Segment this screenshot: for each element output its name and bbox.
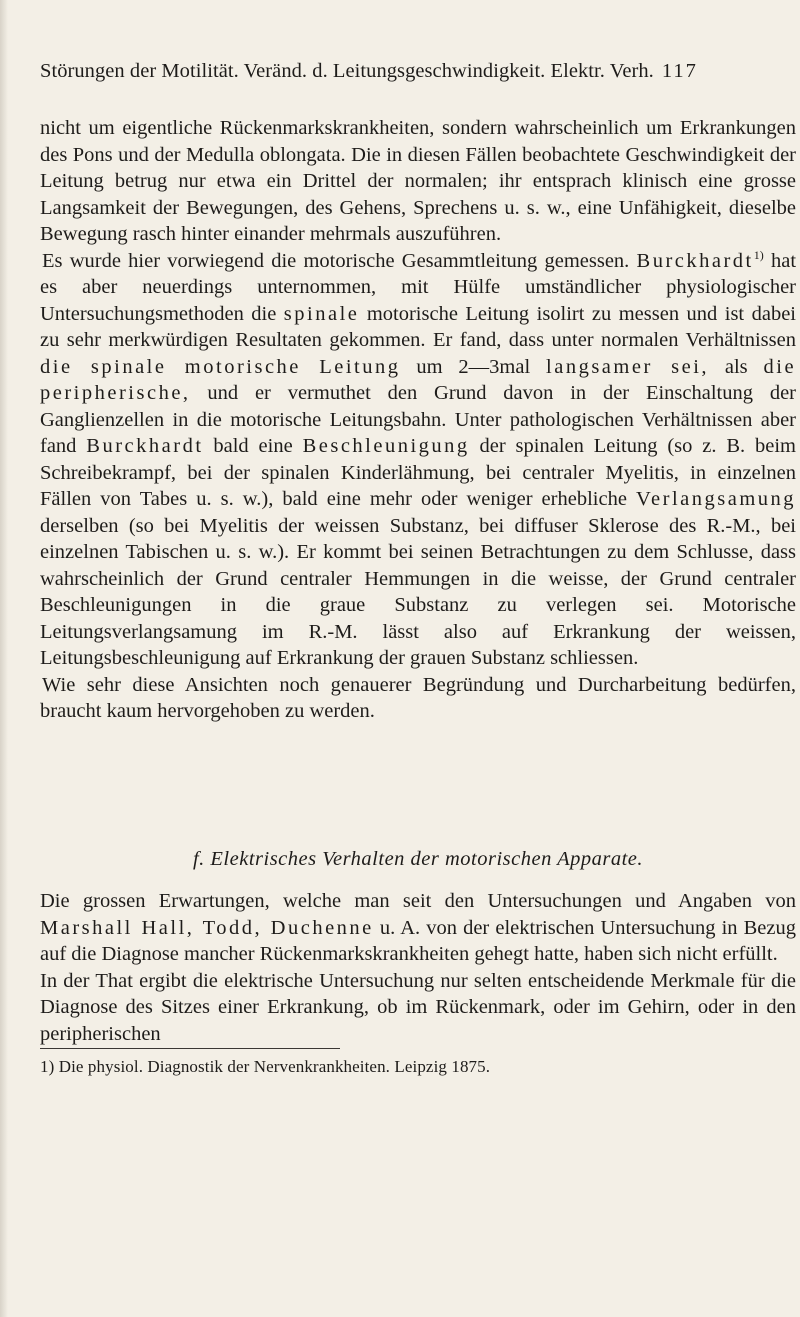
p2-s2: hat es aber neuerdings unternommen, mit Hülfe umständlicher physiologischer Untersuchungsmethoden die bbox=[40, 249, 797, 325]
emphasis-langsamer: langsamer sei, bbox=[546, 355, 710, 378]
p2-s3: motorische Leitung isolirt zu messen und ist dabei zu sehr merkwürdigen Resultaten gekommen. Er fand, dass unter normalen Verhältnissen bbox=[40, 302, 796, 351]
emphasis-beschleunigung: Beschleunigung bbox=[302, 435, 470, 457]
authors-hall-todd-duchenne: Marshall Hall, Todd, Duchenne bbox=[40, 916, 374, 939]
emphasis-spinale-leitung: die spinale motorische Leitung bbox=[40, 355, 401, 378]
paragraph-5 bbox=[40, 968, 796, 1048]
running-title: Störungen der Motilität. Veränd. d. Leitungsgeschwindigkeit. Elektr. Verh. bbox=[40, 60, 654, 82]
running-header bbox=[40, 60, 792, 83]
paragraph-1-text: nicht um eigentliche Rückenmarkskrankheiten, sondern wahrscheinlich um Erkrankungen des Pons und der Medulla oblongata. Die in diesen Fällen beobachtete Geschwindigkeit der Leitung betrug nur etwa ein Drittel der normalen; ihr entsprach klinisch eine grosse Langsamkeit der Bewegungen, des Gehens, Sprechens u. s. w., eine Unfähigkeit, dieselbe Bewegung rasch hinter einander mehrmals auszuführen. bbox=[40, 117, 796, 245]
page-edge-shadow bbox=[0, 0, 8, 1317]
footnote-text: Die physiol. Diagnostik der Nervenkrankheiten. Leipzig 1875. bbox=[58, 1057, 491, 1076]
paragraph-2 bbox=[40, 248, 796, 672]
paragraph-3 bbox=[40, 672, 796, 725]
body-text-block-2 bbox=[40, 888, 796, 1047]
emphasis-spinale: spinale bbox=[283, 302, 360, 325]
p2-s5: als bbox=[724, 355, 748, 378]
page-number: 117 bbox=[661, 60, 698, 82]
paragraph-1 bbox=[40, 115, 796, 248]
emphasis-verlangsamung: Verlangsamung bbox=[635, 488, 797, 510]
p2-s9: derselben (so bei Myelitis der weissen Substanz, bei diffuser Sklerose des R.-M., bei einzelnen Tabischen u. s. w.). Er kommt bei seinen Betrachtungen zu dem Schlusse, dass wahrscheinlich der Grund centraler Hemmungen in die weisse, der Grund centraler Beschleunigungen in die graue Substanz zu verlegen sei. Motorische Leitungsverlangsamung im R.-M. lässt also auf Erkrankung der weissen, Leitungsbeschleunigung auf Erkrankung der grauen Substanz schliessen. bbox=[40, 514, 796, 669]
p2-s4: um 2—3mal bbox=[416, 355, 531, 378]
paragraph-5-text: In der That ergibt die elektrische Untersuchung nur selten entscheidende Merkmale für die Diagnose des Sitzes einer Erkrankung, ob im Rückenmark, oder im Gehirn, oder in den peripherischen bbox=[40, 969, 796, 1045]
p2-s8: der spinalen Leitung (so z. B. beim Schreibekrampf, bei der spinalen Kinderlähmung, bei centraler Myelitis, in einzelnen Fällen von Tabes u. s. w.), bald eine mehr oder weniger erhebliche bbox=[40, 435, 796, 510]
p2-s6: und er vermuthet den Grund davon in der Einschaltung der Ganglienzellen in die motorische Leitungsbahn. Unter pathologischen Verhältnissen aber fand bbox=[40, 382, 796, 457]
p2-s1: Es wurde hier vorwiegend die motorische Gesammtleitung gemessen. bbox=[42, 249, 630, 272]
footnote-divider bbox=[40, 1048, 340, 1049]
section-heading: f. Elektrisches Verhalten der motorischen Apparate. bbox=[192, 848, 644, 870]
footnote bbox=[40, 1057, 796, 1077]
footnote-marker: 1) bbox=[40, 1057, 55, 1076]
emphasis-peripherische: die peripherische, bbox=[40, 355, 797, 404]
p2-s7: bald eine bbox=[213, 435, 293, 457]
footnote-reference: 1) bbox=[753, 247, 764, 262]
paragraph-3-text: Wie sehr diese Ansichten noch genauerer Begründung und Durcharbeitung bedürfen, braucht kaum hervorgehoben zu werden. bbox=[40, 673, 796, 722]
paragraph-4 bbox=[40, 888, 796, 968]
p4-s1: Die grossen Erwartungen, welche man seit den Untersuchungen und Angaben von bbox=[40, 890, 796, 912]
body-text-block-1 bbox=[40, 115, 796, 725]
author-burckhardt-1: Burckhardt bbox=[636, 249, 754, 272]
p4-s2: u. A. von der elektrischen Untersuchung in Bezug auf die Diagnose mancher Rückenmarkskrankheiten gehegt hatte, haben sich nicht erfüllt. bbox=[40, 916, 796, 965]
author-burckhardt-2: Burckhardt bbox=[86, 435, 204, 457]
